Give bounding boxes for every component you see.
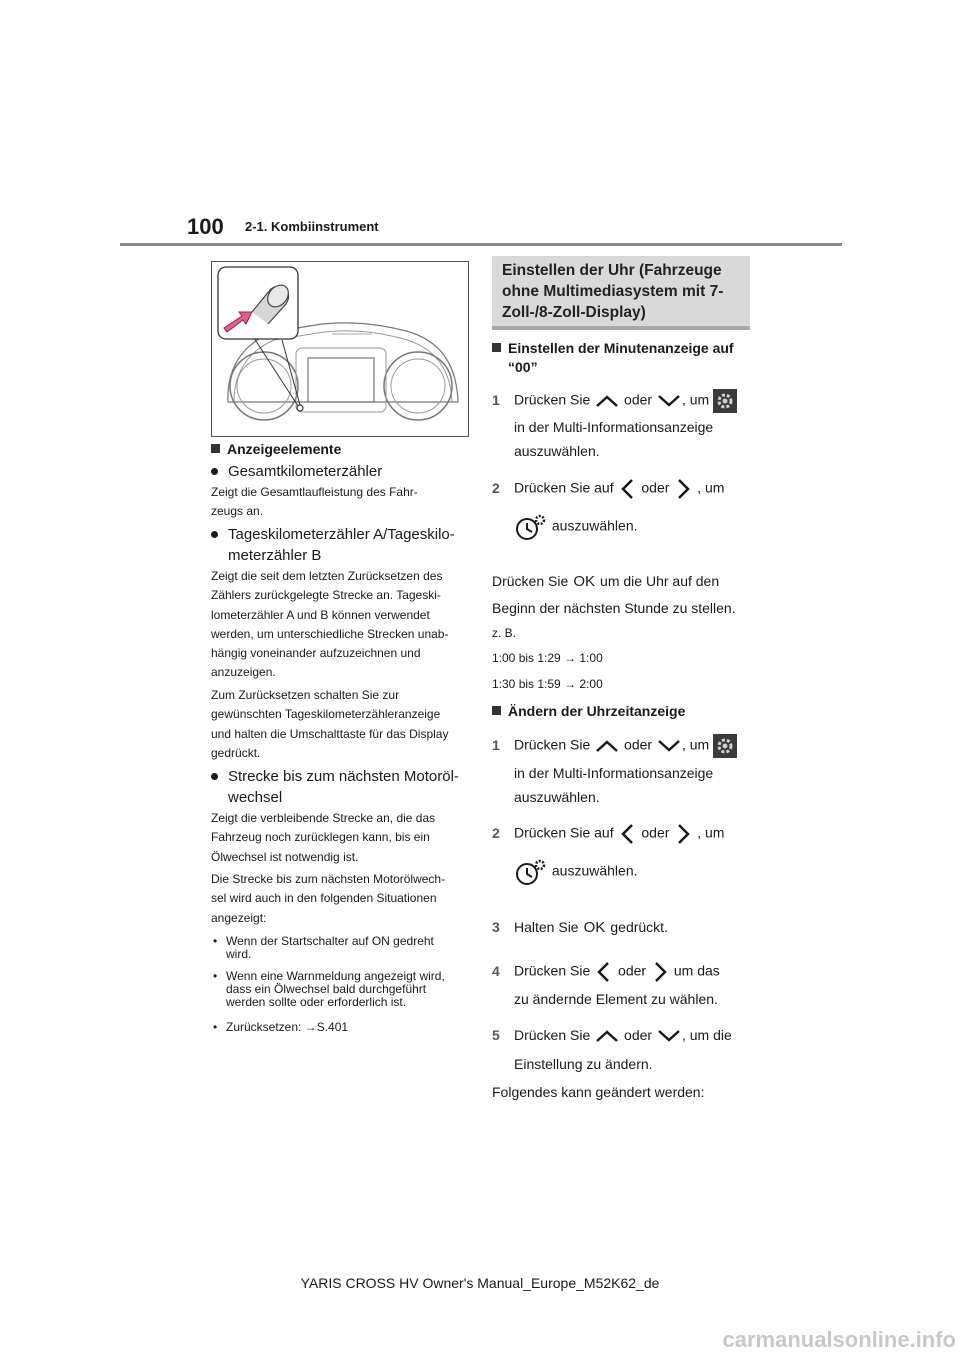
header-divider [120,243,842,246]
item-1-text: Zeigt die Gesamtlaufleistung des Fahr- zeugs an. [211,485,418,519]
heading-uhrzeitanzeige: Ändern der Uhrzeitanzeige [492,703,685,719]
item-2-text2: Zum Zurücksetzen schalten Sie zur gewünschten Tageskilometerzähleranzeige und halten die Umschalttaste für das Display gedrückt. [211,688,449,760]
clock-settings-heading: Einstellen der Uhr (Fahrzeuge ohne Multimediasystem mit 7- Zoll-/8-Zoll-Display) [502,262,724,321]
chevron-right-icon [673,478,693,500]
item-3-text2: Die Strecke bis zum nächsten Motorölwech- sel wird auch in den folgenden Situationen angezeigt: [211,872,446,925]
watermark: carmanualsonline.info [722,1327,956,1352]
item-3-text: Zeigt die verbleibende Strecke an, die das Fahrzeug noch zurücklegen kann, bis ein Ölwechsel ist notwendig ist. [211,811,436,864]
note-1: • Wenn der Startschalter auf ON gedreht wird. [213,934,434,961]
ok-button-icon: OK [573,573,595,590]
step-1a: 1 Drücken Sie oder , um [492,389,737,413]
gear-icon [713,734,737,758]
step-2b-line2: auszuwählen. [514,857,638,887]
step-1a-line2: in der Multi-Informationsanzeige [514,419,714,435]
ok-instruction: Drücken Sie OK um die Uhr auf den [492,573,720,590]
closing-text: Folgendes kann geändert werden: [492,1084,705,1100]
chevron-left-icon [618,823,638,845]
instrument-cluster-illustration [211,261,469,437]
square-bullet-icon [492,706,501,715]
bullet-icon [211,531,218,538]
step-1b-line3: auszuwählen. [514,789,600,805]
bullet-icon [211,773,218,780]
example-2: 1:30 bis 1:59 → 2:00 [492,677,603,691]
ok-instruction-line2: Beginn der nächsten Stunde zu stellen. [492,600,736,616]
page-number: 100 [187,214,224,239]
item-2-text: Zeigt die seit dem letzten Zurücksetzen des Zählers zurückgelegte Strecke an. Tageski- lometerzähler A und B können verwendet werden, um unterschiedliche Strecken unab- hängig voneinander aufzuzeichnen und anzuzeigen. [211,569,449,680]
clock-settings-icon [514,512,548,542]
chevron-left-icon [618,478,638,500]
chevron-up-icon [594,1029,620,1043]
clock-settings-icon [514,857,548,887]
note-2: • Wenn eine Warnmeldung angezeigt wird, dass ein Ölwechsel bald durchgeführt werden sollte oder erforderlich ist. [213,969,445,1009]
chevron-down-icon [656,394,682,408]
section-title: 2-1. Kombiinstrument [245,219,379,234]
chevron-right-icon [673,823,693,845]
heading-minutenanzeige: Einstellen der Minutenanzeige auf “00” [492,339,734,377]
page-reference-link[interactable]: →S.401 [304,1020,349,1034]
ok-button-icon: OK [583,919,606,936]
step-1a-line3: auszuwählen. [514,443,600,459]
clock-settings-heading-box [492,256,750,330]
step-5b-line2: Einstellung zu ändern. [514,1056,653,1072]
bullet-icon [211,468,218,475]
square-bullet-icon [492,343,501,352]
chevron-left-icon [594,961,614,983]
heading-anzeigeelemente: Anzeigeelemente [211,441,341,457]
note-3: • Zurücksetzen: →S.401 [213,1020,349,1034]
step-4b: 4 Drücken Sie oder um das [492,961,720,983]
step-2b: 2 Drücken Sie auf oder , um [492,823,724,845]
square-bullet-icon [211,444,220,453]
example-label: z. B. [492,626,517,640]
chevron-right-icon [650,961,670,983]
chevron-down-icon [656,1029,682,1043]
footer: YARIS CROSS HV Owner's Manual_Europe_M52K62_de [300,1275,660,1291]
cluster-drawing [212,262,468,436]
chevron-up-icon [594,394,620,408]
step-1b: 1 Drücken Sie oder , um [492,734,737,758]
step-5b: 5 Drücken Sie oder , um die [492,1027,732,1043]
step-2a: 2 Drücken Sie auf oder , um [492,478,724,500]
step-3b: 3 Halten Sie OK gedrückt. [492,919,668,936]
chevron-down-icon [656,739,682,753]
chevron-up-icon [594,739,620,753]
item-tageskilometerzaehler: Tageskilometerzähler A/Tageskilo- meterzähler B [211,524,455,566]
step-1b-line2: in der Multi-Informationsanzeige [514,765,714,781]
example-1: 1:00 bis 1:29 → 1:00 [492,651,603,665]
item-gesamtkilometerzaehler: Gesamtkilometerzähler [211,461,382,482]
gear-icon [713,389,737,413]
step-2a-line2: auszuwählen. [514,512,638,542]
step-4b-line2: zu ändernde Element zu wählen. [514,991,718,1007]
item-strecke-oelwechsel: Strecke bis zum nächsten Motoröl- wechsel [211,766,459,808]
